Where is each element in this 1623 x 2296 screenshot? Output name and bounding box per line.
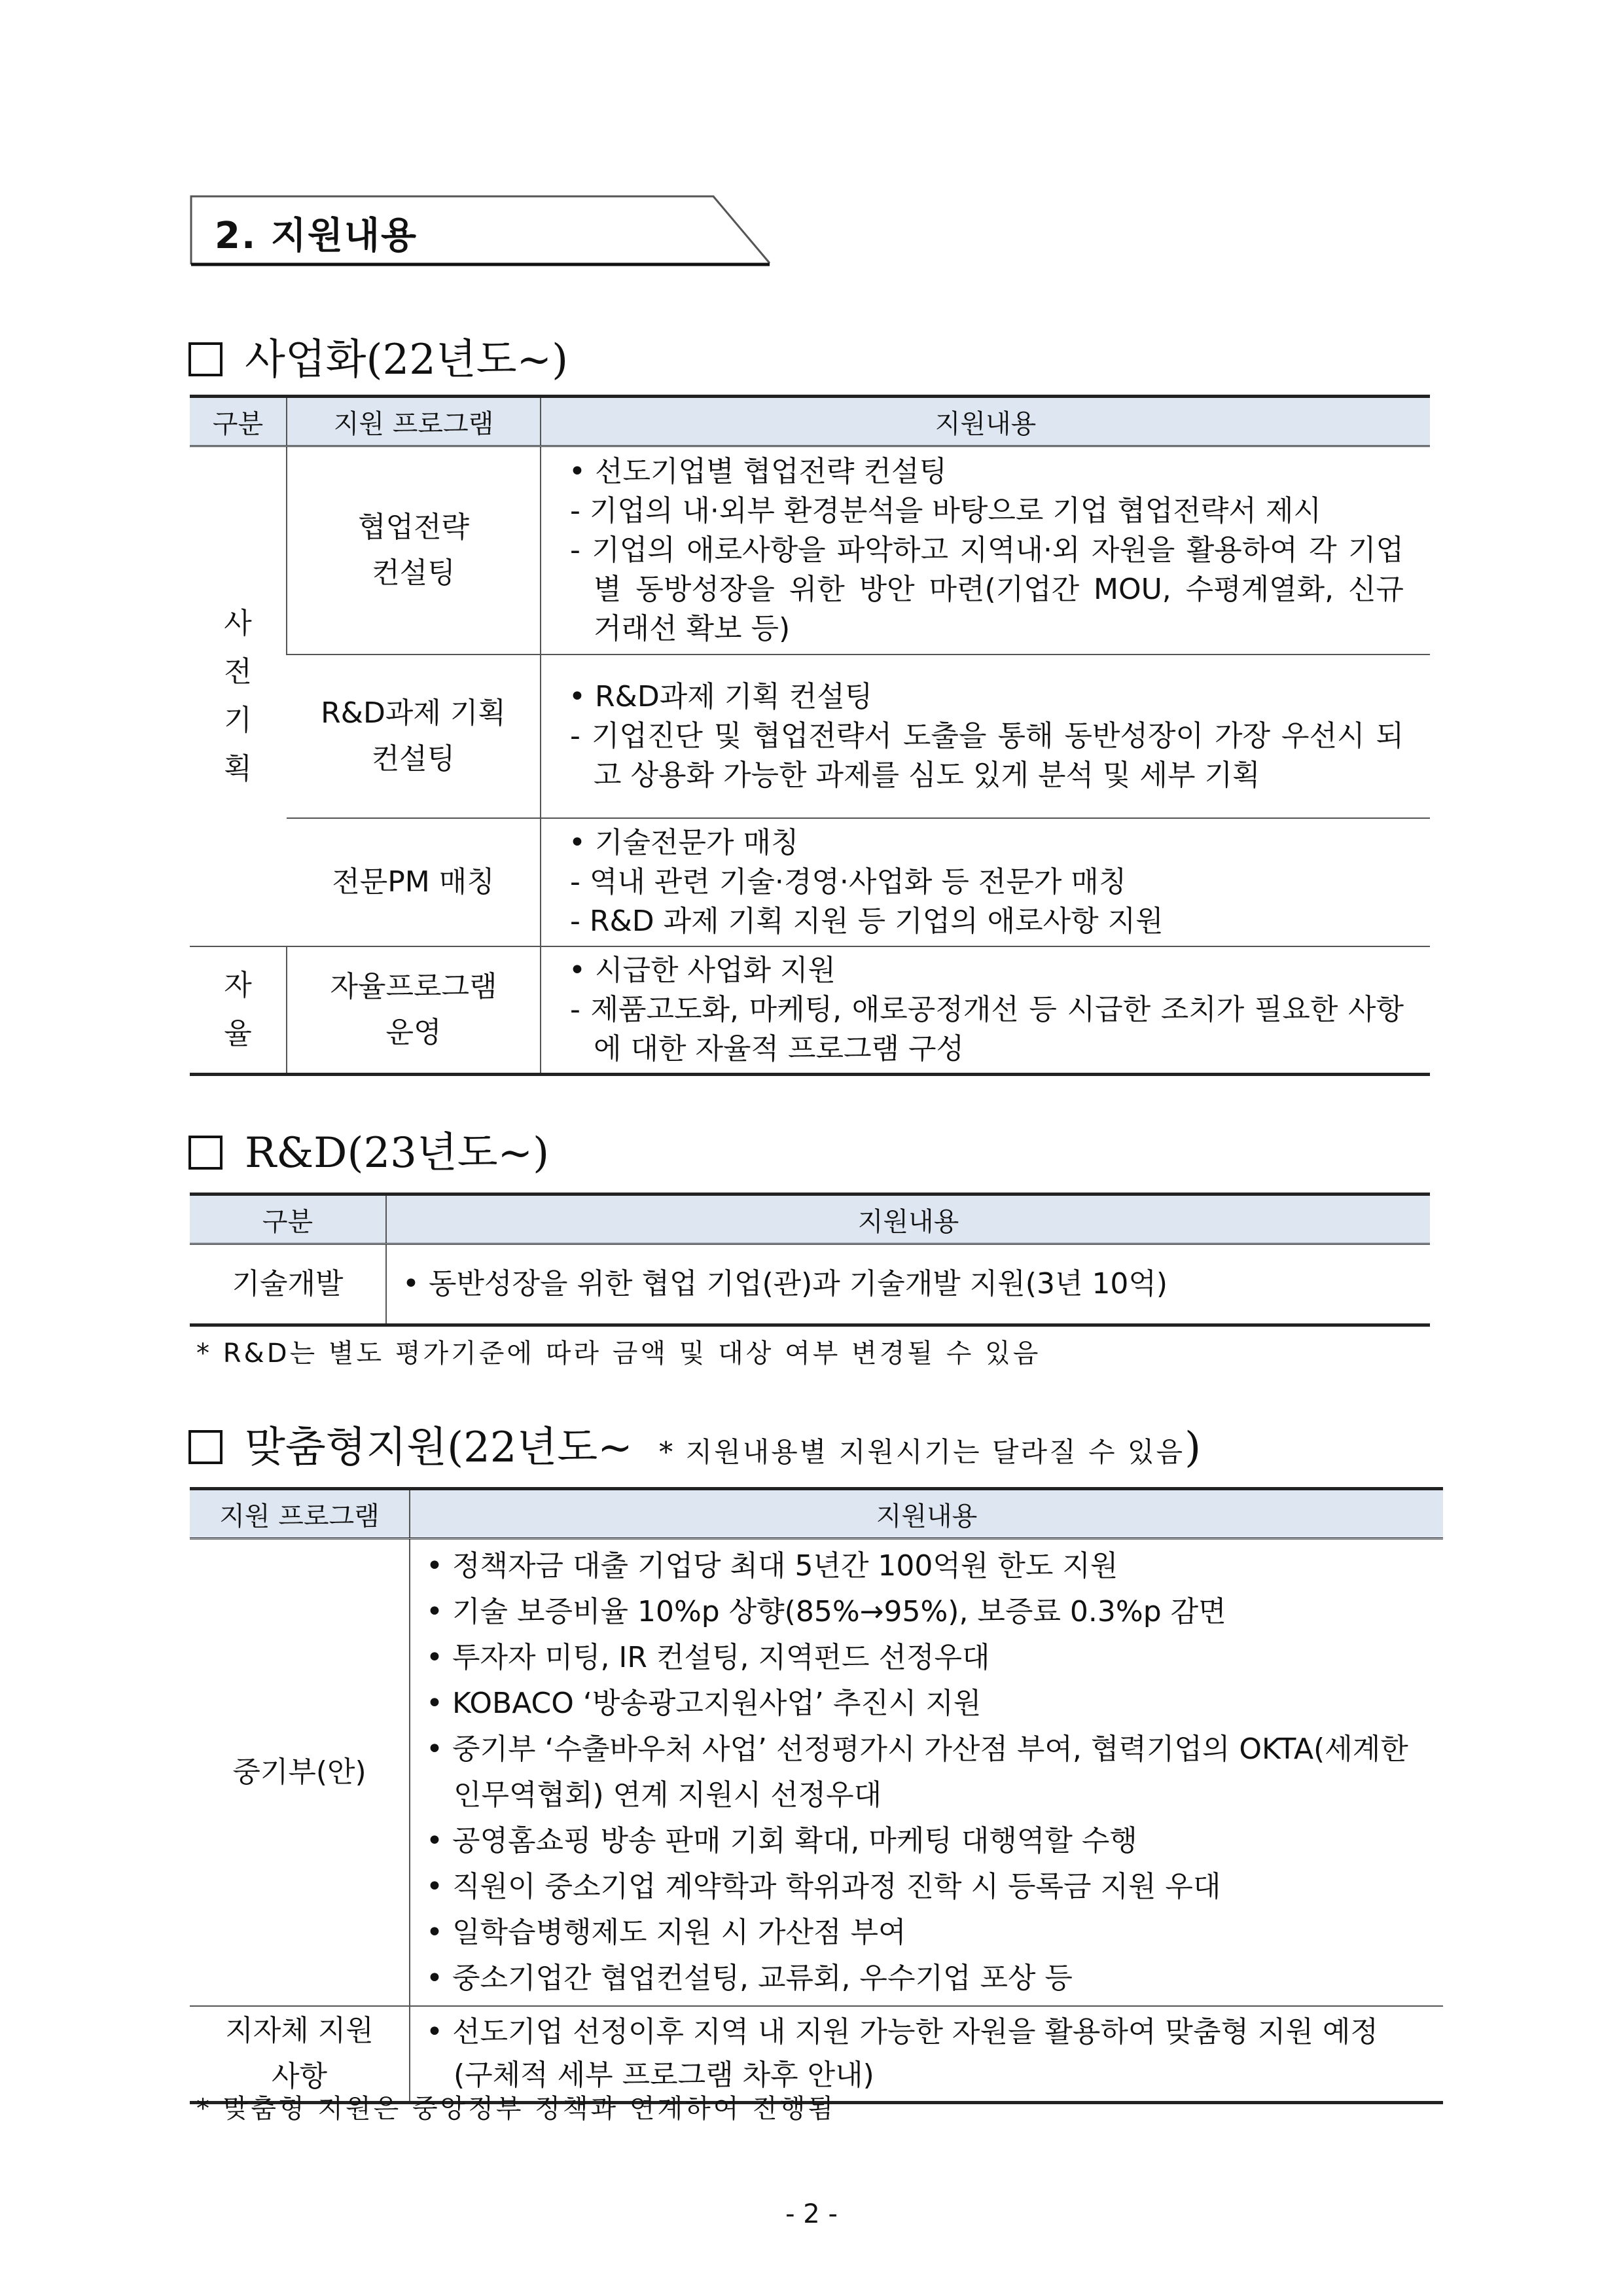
group-label: 사전기획	[224, 606, 252, 785]
list-item: • 정책자금 대출 기업당 최대 5년간 100억원 한도 지원	[426, 1543, 1417, 1589]
list-item: • 중소기업간 협업컨설팅, 교류회, 우수기업 포상 등	[426, 1956, 1417, 2001]
rnd-category: 기술개발	[190, 1244, 386, 1325]
content-bullet: • R&D과제 기획 컨설팅	[557, 677, 1404, 717]
category-name: 지자체 지원 사항	[225, 2014, 374, 2093]
group-autonomous	[190, 946, 287, 1075]
col-header-program: 지원 프로그램	[287, 397, 541, 446]
program-cell	[287, 655, 541, 818]
col-header-content: 지원내용	[410, 1489, 1443, 1539]
content-bullet: • 선도기업별 협업전략 컨설팅	[557, 452, 1404, 492]
col-header-content: 지원내용	[386, 1194, 1430, 1244]
content-dash: - 기업진단 및 협업전략서 도출을 통해 동반성장이 가장 우선시 되고 상용화 가능한 과제를 심도 있게 분석 및 세부 기획	[557, 717, 1404, 795]
content-cell	[541, 946, 1430, 1075]
section-header	[190, 194, 772, 267]
custom-table	[190, 1487, 1443, 2104]
section-title: 2. 지원내용	[215, 215, 418, 257]
list-item: • 중기부 ‘수출바우처 사업’ 선정평가시 가산점 부여, 협력기업의 OKTA(세계한인무역협회) 연계 지원시 선정우대	[426, 1727, 1417, 1818]
content-bullet: • 기술전문가 매칭	[557, 823, 1404, 863]
content-cell	[541, 655, 1430, 818]
col-header-category: 구분	[190, 397, 287, 446]
checkbox-square-icon	[188, 1430, 223, 1464]
custom-footnote: * 맞춤형 지원은 중앙정부 정책과 연계하여 진행됨	[196, 2094, 836, 2124]
program-name: 전문PM 매칭	[332, 865, 495, 899]
content-cell	[541, 446, 1430, 655]
program-cell	[287, 946, 541, 1075]
program-name: 자율프로그램 운영	[330, 969, 497, 1049]
content-dash: - 기업의 내·외부 환경분석을 바탕으로 기업 협업전략서 제시	[557, 492, 1404, 531]
rnd-table	[190, 1193, 1430, 1327]
program-cell	[287, 818, 541, 946]
group-label: 자율	[224, 968, 252, 1050]
list-item: • 기술 보증비율 10%p 상향(85%→95%), 보증료 0.3%p 감면	[426, 1589, 1417, 1635]
rnd-content-cell	[386, 1244, 1430, 1325]
group-pre-planning	[190, 446, 287, 946]
col-header-program: 지원 프로그램	[190, 1489, 410, 1539]
commercial-table	[190, 395, 1430, 1076]
custom-heading-note: * 지원내용별 지원시기는 달라질 수 있음	[659, 1436, 1185, 1468]
custom-content-cell	[410, 1539, 1443, 2007]
col-header-category: 구분	[190, 1194, 386, 1244]
content-dash: - 제품고도화, 마케팅, 애로공정개선 등 시급한 조치가 필요한 사항에 대한 자율적 프로그램 구성	[557, 990, 1404, 1069]
checkbox-square-icon	[188, 1136, 223, 1170]
list-item: • 직원이 중소기업 계약학과 학위과정 진학 시 등록금 지원 우대	[426, 1864, 1417, 1910]
rnd-heading-text: R&D(23년도~)	[245, 1129, 550, 1177]
custom-heading-text: 맞춤형지원(22년도~	[245, 1424, 633, 1472]
list-item: • KOBACO ‘방송광고지원사업’ 추진시 지원	[426, 1681, 1417, 1727]
program-name: 협업전략 컨설팅	[357, 510, 469, 590]
content-dash: - 역내 관련 기술·경영·사업화 등 전문가 매칭	[557, 863, 1404, 902]
list-item: • 공영홈쇼핑 방송 판매 기회 확대, 마케팅 대행역할 수행	[426, 1818, 1417, 1864]
list-item: • 선도기업 선정이후 지역 내 지원 가능한 자원을 활용하여 맞춤형 지원 예정(구체적 세부 프로그램 차후 안내)	[426, 2011, 1417, 2097]
list-item: • 일학습병행제도 지원 시 가산점 부여	[426, 1910, 1417, 1956]
program-name: R&D과제 기획 컨설팅	[321, 696, 506, 776]
rnd-footnote: * R&D는 별도 평가기준에 따라 금액 및 대상 여부 변경될 수 있음	[196, 1338, 1041, 1369]
content-cell	[541, 818, 1430, 946]
checkbox-square-icon	[188, 342, 223, 376]
commercial-heading	[188, 326, 568, 386]
commercial-heading-text: 사업화(22년도~)	[245, 336, 569, 384]
content-dash: - 기업의 애로사항을 파악하고 지역내·외 자원을 활용하여 각 기업별 동방성장을 위한 방안 마련(기업간 MOU, 수평계열화, 신규 거래선 확보 등)	[557, 531, 1404, 649]
program-cell	[287, 446, 541, 655]
custom-heading	[188, 1414, 1201, 1474]
col-header-content: 지원내용	[541, 397, 1430, 446]
content-dash: - R&D 과제 기획 지원 등 기업의 애로사항 지원	[557, 902, 1404, 941]
rnd-heading	[188, 1119, 549, 1179]
list-item: • 투자자 미팅, IR 컨설팅, 지역펀드 선정우대	[426, 1635, 1417, 1681]
content-bullet: • 동반성장을 위한 협업 기업(관)과 기술개발 지원(3년 10억)	[402, 1265, 1404, 1304]
content-bullet: • 시급한 사업화 지원	[557, 951, 1404, 990]
page-number: - 2 -	[785, 2199, 838, 2229]
custom-heading-close: )	[1185, 1424, 1202, 1472]
custom-category-sme: 중기부(안)	[190, 1539, 410, 2007]
